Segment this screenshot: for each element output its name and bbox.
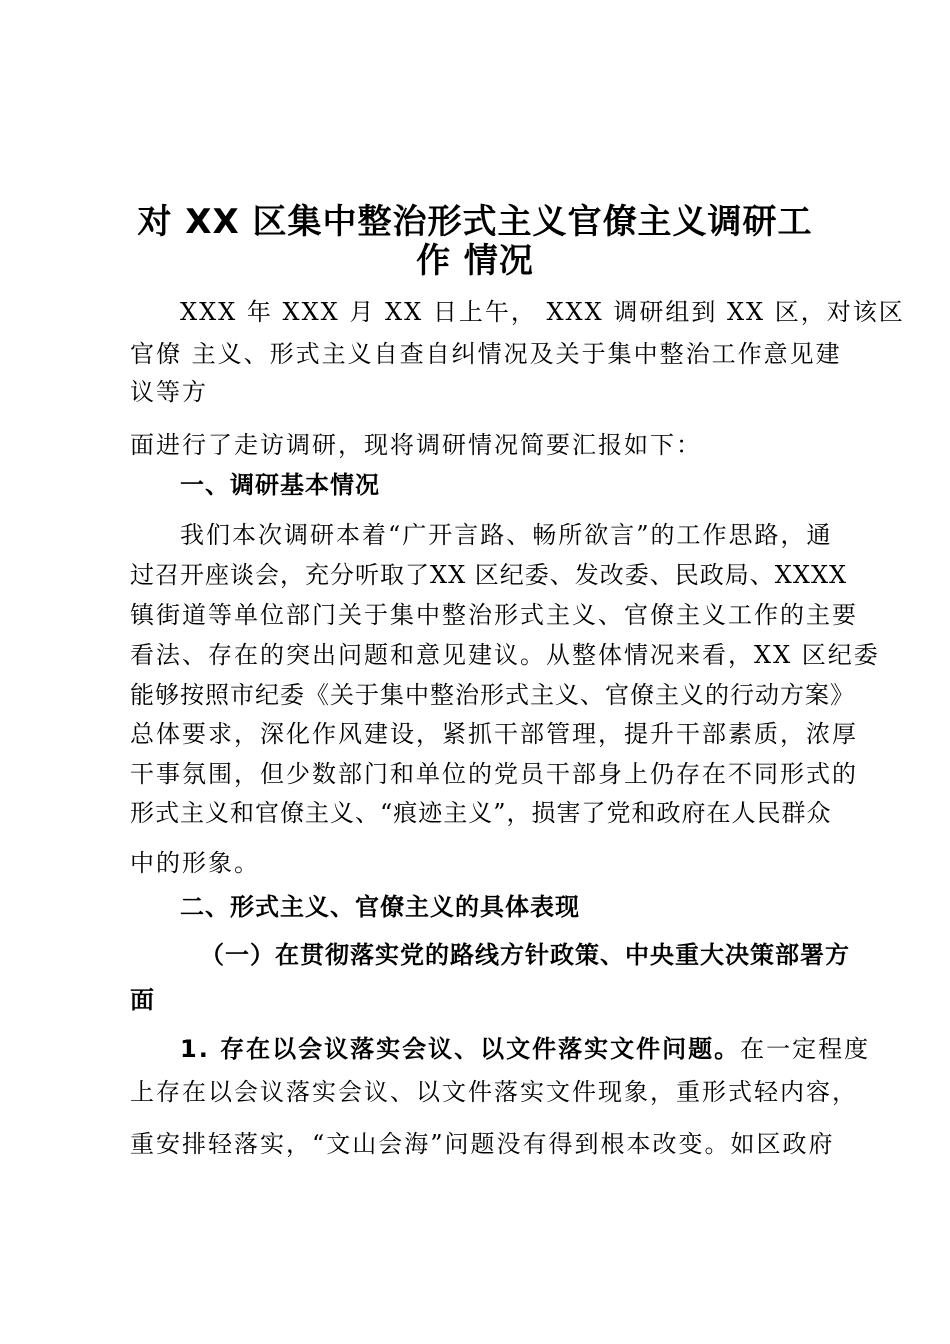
section-1-line-7: 干事氛围，但少数部门和单位的党员干部身上仍存在不同形式的: [130, 760, 858, 788]
intro-line-1: XXX 年 XXX 月 XX 日上午， XXX 调研组到 XX 区，对该区: [180, 298, 905, 326]
section-2-heading: 二、形式主义、官僚主义的具体表现: [180, 893, 580, 921]
section-1-heading: 一、调研基本情况: [180, 471, 380, 499]
section-1-line-5: 能够按照市纪委《关于集中整治形式主义、官僚主义的行动方案》: [130, 681, 855, 709]
section-1-line-3: 镇街道等单位部门关于集中整治形式主义、官僚主义工作的主要: [130, 601, 858, 629]
item-1-line-1: [180, 1034, 871, 1064]
section-1-line-6: 总体要求，深化作风建设，紧抓干部管理，提升干部素质，浓厚: [130, 720, 858, 748]
item-1-line-3: 重安排轻落实，“文山会海”问题没有得到根本改变。如区政府: [130, 1130, 835, 1158]
intro-line-2: 官僚 主义、形式主义自查自纠情况及关于集中整治工作意见建: [130, 340, 842, 368]
section-1-line-9: 中的形象。: [130, 849, 260, 877]
intro-line-3: 议等方: [130, 378, 208, 406]
item-1-bold-title: 1. 存在以会议落实会议、以文件落实文件问题。: [180, 1035, 741, 1063]
item-1-line-2: 上存在以会议落实会议、以文件落实文件现象，重形式轻内容，: [130, 1078, 858, 1106]
intro-line-4: 面进行了走访调研，现将调研情况简要汇报如下：: [130, 431, 702, 459]
section-1-line-2: 过召开座谈会，充分听取了XX 区纪委、发改委、民政局、XXXX: [130, 561, 848, 589]
section-1-line-8: 形式主义和官僚主义、“痕迹主义”，损害了党和政府在人民群众: [130, 799, 832, 827]
document-title-line-2: 作 情况: [416, 241, 534, 281]
subsection-1-heading-line-1: （一）在贯彻落实党的路线方针政策、中央重大决策部署方: [200, 941, 850, 969]
section-1-line-1: 我们本次调研本着“广开言路、畅所欲言”的工作思路，通: [180, 521, 833, 549]
section-1-line-4: 看法、存在的突出问题和意见建议。从整体情况来看，XX 区纪委: [130, 641, 880, 669]
subsection-1-heading-line-2: 面: [130, 986, 155, 1014]
item-1-text-start: 在一定程度: [740, 1035, 871, 1063]
document-title-line-1: 对 XX 区集中整治形式主义官僚主义调研工: [137, 202, 813, 242]
